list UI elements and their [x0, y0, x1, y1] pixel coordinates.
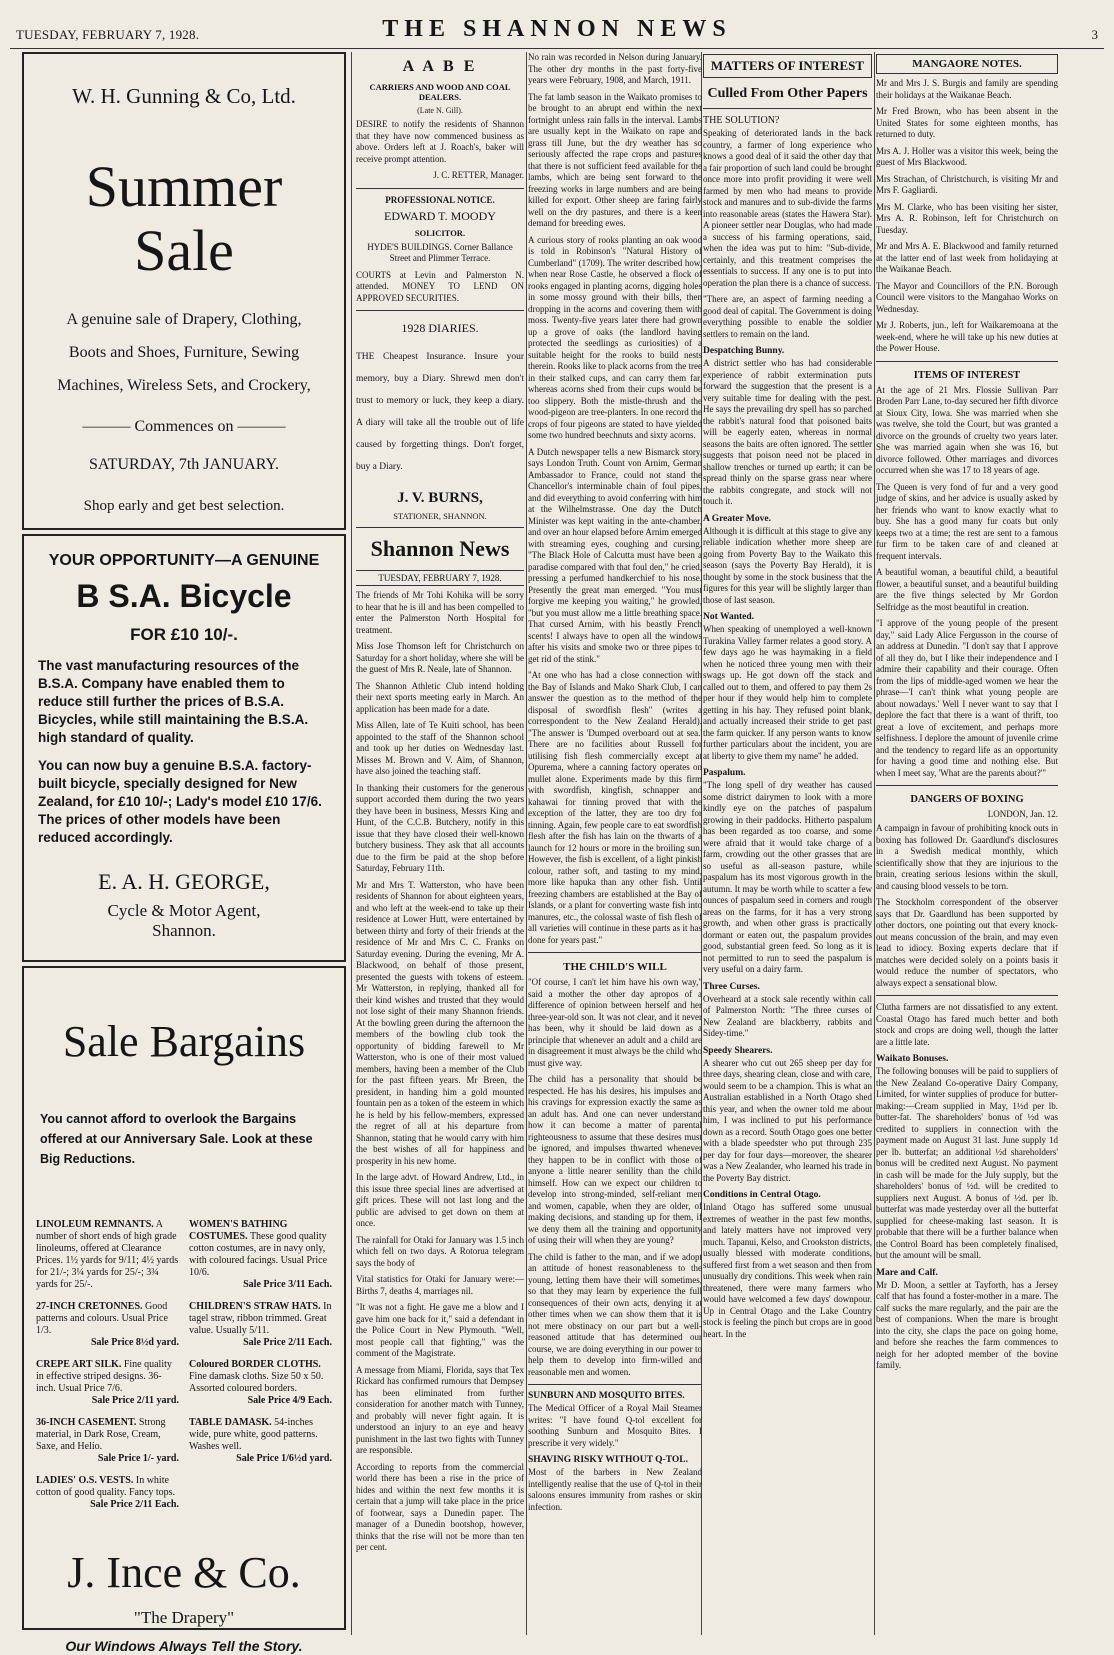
section-title: ITEMS OF INTEREST: [913, 369, 1021, 381]
section-rule: [703, 108, 872, 109]
note-paragraph: Mr J. Roberts, jun., left for Waikaremoana at the week-end, where he will take up his new duties at the Power House.: [876, 320, 1058, 353]
general-news-column: [528, 52, 702, 1635]
note-paragraph: Mr and Mrs J. S. Burgis and family are spending their holidays at the Waikanae Beach.: [876, 78, 1058, 100]
aabe-title: A A B E: [402, 58, 478, 75]
article-headline: THE CHILD'S WILL: [563, 961, 667, 973]
news-paragraph: Mr and Mrs T. Watterston, who have been residents of Shannon for about eighteen years, and who left at the week-end to take up their residence at Lower Hutt, were entertained by between thirty and forty of their friends at the residence of Mr and Mrs C. C. Franks on Saturday evening. During the evening, Mr A. Blackwood, on behalf of those present, presented the guests with tokens of esteem. Mr Watterston, in replying, thanked all for their kind wishes and trusted that they would not lose sight of their many Shannon friends. At the bowling green during the afternoon the members of the bowling club took the opportunity of bidding farewell to Mr Watterston, who is one of their most valued members, having been a member of the Club for the past fifteen years. Mr Breen, the president, in handing him a gold mounted fountain pen as a token of the esteem in which he is held by his fellow-members, expressed the regret of all at his departure from Shannon, stating that he would carry with him the best wishes of all for happiness and prosperity in his new home.: [356, 879, 524, 1166]
news-paragraph: The friends of Mr Tohi Kohika will be sorry to hear that he is ill and has been compelled to enter the Palmerston North Hospital for treatment.: [356, 590, 524, 635]
item-heading: Waikato Bonuses.: [876, 1054, 949, 1064]
section-rule: [528, 1384, 702, 1385]
note-paragraph: Mrs Strachan, of Christchurch, is visiting Mr and Mrs F. Gagliardi.: [876, 173, 1058, 195]
item-paragraph: Clutha farmers are not dissatisfied to any extent. Coastal Otago has fared much better and both stock and crops are doing well, though the latter are a little late.: [876, 1002, 1058, 1047]
item-paragraph: Mr D. Moon, a settler at Tayforth, has a Jersey calf that has found a foster-mother in a mare. The calf sucks the mare regularly, and the pair are the best of companions. When the mare is brought into the city, she claps the pace on going home, and before she reaches the farm commences to neigh for her adopted member of the bovine family.: [876, 1279, 1058, 1370]
item-heading: Mare and Calf.: [876, 1267, 938, 1278]
item-paragraph: "The long spell of dry weather has caused some district dairymen to look with a more kindly eye on the patches of paspalum growing in their paddocks. Hitherto paspalum has been regarded as too coarse, and some were afraid that it would take charge of a farm, crowding out the other grasses that are so useful as all-season pasture, while paspalum has its most vigorous growth in the autumn. It may be worth while to scatter a few ounces of paspalum seed in corners and rough areas on the farms, for it has a very strong growth, and when other grass is practically dormant or eaten out, the paspalum provides good, substantial green feed. So long as it is not permitted to run to seed the paspalum is very useful on a dairy farm.: [703, 780, 872, 974]
item-paragraph: A beautiful woman, a beautiful child, a beautiful flower, a beautiful sunset, and a beautiful building are the five things selected by Mr Gordon Selfridge as the most beautiful in creation.: [876, 567, 1058, 612]
news-paragraph: A curious story of rooks planting an oak wood is told in Robinson's "Natural History of Cumberland" (1709). The writer described how, when near Rose Castle, he observed a flock of rooks engaged in planting acorns, digging holes in some mossy ground with their bills, then dropping in the acorns and covering them with moss. Twenty-five years later there had grown up a grove of oaks (the landlord having protected the seedlings as curiosities) of a suitable height for the rooks to build nests therein. Rooks like to plack acorns from the tree in their stalked cups, and can carry them far, whereas acorns shed from their cups would be too slippery. Both the mistle-thrush and the wood-pigeon are tree-planters. In one record the crops of four pigeons are stated to have yielded some two hundred beechnuts and sixty acorns.: [528, 234, 702, 440]
bsa-bicycle-ad: [22, 534, 346, 962]
item-heading: Not Wanted.: [703, 612, 755, 622]
sale-item: Coloured BORDER CLOTHS. Fine damask cloths. Size 50 x 50. Assorted coloured borders. Sale Price 4/9 Each.: [189, 1359, 332, 1406]
aabe-subtitle: CARRIERS AND WOOD AND COAL DEALERS.: [369, 82, 511, 102]
article-paragraph: The child is father to the man, and if we adopt an attitude of honest reasonableness to the young, letting them have their will sometimes, so that they may learn by experience the full consequences of their own acts, denying it at other times when we can show them that it is not mere obstinacy on our part but a well-reasoned attitude that has determined our course, we are doing everything in our power to help them to develop into firm-willed and reasonable men and women.: [528, 1251, 702, 1377]
stationer-name: J. V. BURNS,: [397, 490, 483, 506]
aabe-signature: J. C. RETTER, Manager.: [433, 170, 524, 180]
item-paragraph: A shearer who cut out 265 sheep per day for three days, shearing clean, close and with care, would seem to be a champion. This is what an Australian established in a North Otago shed this year, and when the owner told me about him, I was inclined to put his performance down as a record. South Otago goes one better with a blade speedster who put through 235 per day for four days—moreover, the shearer was a New Zealander, who learned his trade in the Poverty Bay district.: [703, 1057, 872, 1183]
note-paragraph: Mr and Mrs A. E. Blackwood and family returned at the latter end of last week from holidaying at the Waikanae Beach.: [876, 241, 1058, 274]
news-paragraph: No rain was recorded in Nelson during January. The other dry months in the past forty-five years were February, 1908, and March, 1911.: [528, 52, 702, 85]
news-paragraph: The Shannon Athletic Club intend holding their next sports meeting early in March. An application has been made for a date.: [356, 680, 524, 714]
paper-date: TUESDAY, FEBRUARY 7, 1928.: [356, 570, 524, 586]
sale-item: 27-INCH CRETONNES. Good patterns and colours. Usual Price 1/3. Sale Price 8½d yard.: [36, 1301, 179, 1348]
solicitor-notice: COURTS at Levin and Palmerston N. attended. MONEY TO LEND ON APPROVED SECURITIES.: [356, 269, 524, 303]
sale-item: CHILDREN'S STRAW HATS. In tagel straw, ribbon trimmed. Great value. Usually 5/11. Sale Price 2/11 Each.: [189, 1301, 332, 1348]
item-heading: Paspalum.: [703, 768, 746, 778]
item-heading: Conditions in Central Otago.: [703, 1190, 821, 1200]
ad-heading: YOUR OPPORTUNITY—A GENUINE: [48, 552, 320, 569]
aabe-late: (Late N. Gill).: [417, 106, 463, 115]
stationer-label: STATIONER, SHANNON.: [393, 511, 487, 521]
section-rule: [356, 188, 524, 189]
ad-intro: You cannot afford to overlook the Bargains offered at our Anniversary Sale. Look at these Big Reductions.: [40, 1112, 313, 1166]
item-heading: Despatching Bunny.: [703, 346, 785, 356]
ad-agent: E. A. H. GEORGE,: [98, 869, 270, 894]
ad-agent-town: Shannon.: [152, 921, 216, 940]
item-paragraph: "I approve of the young people of the present day," said Lady Alice Fergusson in the course of an address at Dunedin. "I don't say that I approve of all they do, but I like their independence and I admire their capability and their courage. Often from the lips of middle-aged women we hear the phrase—'I can't think what young people are about nowadays.' Well I never want to say that I deplore the fact that there is a want of thrift, too great a love of excitement, and perhaps more selfishness. I deplore the amount of juvenile crime and the tendency to regard life as an opportunity for having a good time and nothing else. But when I meet say, 'What are the parents about?'": [876, 618, 1058, 778]
item-paragraph: Inland Otago has suffered some unusual extremes of weather in the past few months, and lately matters have not improved very much. Tapanui, Kelso, and Crookston districts, usually blessed with moderate conditions, suffered first from a wet season and then from unusually dry conditions. This week when rain threatened, there were many farmers who would have welcomed a few days' downpour. Up in Central Otago and the Lake Country stock is feeling the pinch but crops are in good heart. In the: [703, 1202, 872, 1339]
masthead-title: THE SHANNON NEWS: [382, 16, 732, 42]
section-subtitle: Culled From Other Papers: [707, 86, 868, 101]
item-paragraph: A district settler who has had considerable experience of rabbit extermination puts forward the suggestion that the present is a very suitable time for dealing with the pest. He says the prevailing dry spell has so parched the rabbit's natural food that poisoned baits will be eagerly eaten, whereas in normal seasons the baits are often ignored. The settler suggests that poison need not be placed in shallow trenches or turned up earth; it can be spread thinly on the sparse grass near where the rabbits congregate, and stock will not touch it.: [703, 358, 872, 506]
item-paragraph: "There are, an aspect of farming needing a good deal of capital. The Government is doing everything possible to enable the soldier settlers to remain on the land.: [703, 294, 872, 339]
news-paragraph: "It was not a fight. He gave me a blow and I gave him one back for it," said a defendant in the Police Court in New Plymouth. "Well, most people call that fighting," was the comment of the Magistrate.: [356, 1302, 524, 1358]
article-paragraph: The Medical Officer of a Royal Mail Steamer writes: "I have found Q-tol excellent for soothing Sunburn and Mosquito Bites. I prescribe it very widely.": [528, 1403, 702, 1448]
news-paragraph: The fat lamb season in the Waikato promises to be brought to an abrupt end within the next fortnight unless rain falls in the interval. Lambs are usually kept in the Waikato on rape and grass till June, but the dry weather has so seriously affected the rape crops and pastures that there is not sufficient feed available for the lambs, which are being sent forward to the freezing works in large numbers and are being killed for export. Other sheep are faring fairly well on the dry pastures, and there is a keen demand for breeding ewes.: [528, 91, 702, 228]
sale-item: TABLE DAMASK. 54-inches wide, pure white, good patterns. Washes well. Sale Price 1/6½d yard.: [189, 1417, 332, 1464]
sale-item: 36-INCH CASEMENT. Strong material, in Dark Rose, Cream, Saxe, and Helio. Sale Price 1/- yard.: [36, 1417, 179, 1464]
mangaore-notes-column: [876, 52, 1058, 1635]
diaries-title: 1928 DIARIES.: [401, 321, 479, 335]
solicitor-address: HYDE'S BUILDINGS. Corner Ballance Street and Plimmer Terrace.: [367, 241, 513, 263]
item-paragraph: Speaking of deteriorated lands in the back country, a farmer of long experience who knows a good deal of it said the other day that a fair proportion of such land could be brought once more into profit providing it were well farmed by men who had means to provide stock and manures and to sub-divide the farms into reasonable areas (states the Hawera Star). A pioneer settler near Douglas, who had made a success of his farming operations, said, when the idea was put to him: "Sub-divide, certainly, and this treatment comprises the essentials to success. If any one is to put into operation the plan there is a chance of success.: [703, 128, 872, 288]
item-paragraph: Overheard at a stock sale recently within call of Palmerston North: "The three curses of New Zealand are blackberry, rabbits and Sidey-time.": [703, 993, 872, 1038]
gunning-summer-sale-ad: [22, 52, 346, 530]
section-rule: [876, 361, 1058, 362]
item-paragraph: At the age of 21 Mrs. Flossie Sullivan Parr Broden Parr Lane, to-day secured her fifth divorce at Sioux City, Iowa. She was married when she was twelve, she told the Court, but was granted a divorce on the grounds of cruelty two years later. She was married again when she was 16, but divorce followed. Other marriages and divorces occurred when she was 17 to 18 years of age.: [876, 384, 1058, 475]
solicitor-name: EDWARD T. MOODY: [384, 208, 496, 223]
ad-commences: ——— Commences on ———: [82, 418, 286, 435]
item-heading: Speedy Shearers.: [703, 1045, 773, 1056]
matters-of-interest-column: [703, 52, 872, 1635]
dateline: LONDON, Jan. 12.: [987, 809, 1058, 819]
sale-item: CREPE ART SILK. Fine quality in effective striped designs. 36-inch. Usual Price 7/6. Sale Price 2/11 yard.: [36, 1359, 179, 1406]
ad-tagline: Shop early and get best selection.: [83, 498, 285, 514]
news-paragraph: Miss Jose Thomson left for Christchurch on Saturday for a short holiday, where she will be the guest of Mrs R. Neale, late of Shannon.: [356, 641, 524, 674]
ad-body: The vast manufacturing resources of the B.S.A. Company have enabled them to reduce still further the prices of B.S.A. Bicycles, while still maintaining the B.S.A. high standard of quality.: [38, 658, 309, 745]
ad-price: FOR £10 10/-.: [130, 625, 238, 644]
solicitor-label: SOLICITOR.: [414, 227, 466, 238]
item-paragraph: The following bonuses will be paid to suppliers of the New Zealand Co-operative Dairy Company, Limited, for winter supplies of produce for butter-making:—Cream supplied in May, 1½d per lb. butter-fat. The shareholders' bonus of ½d was credited to suppliers in connection with the payment made on August 31 last. June supply 1d per lb. butterfat; an additional ½d shareholders' bonus will be credited next August. No payment in cash will be made for the July supply, but the shareholders' bonus of ½d. will be credited to suppliers next August. A bonus of ½d. per lb. butterfat was made yesterday over all the butterfat supplied for cheese-making last season. It is probable that there will be a further balance when the Control Board has been completely finalised, but the amount will be small.: [876, 1066, 1058, 1260]
note-paragraph: Mrs A. J. Holler was a visitor this week, being the guest of Mrs Blackwood.: [876, 145, 1058, 167]
masthead-date: TUESDAY, FEBRUARY 7, 1928.: [16, 27, 200, 42]
news-paragraph: Miss Allen, late of Te Kuiti school, has been appointed to the staff of the Shannon school and took up her duties on Wednesday last. Misses M. Brown and V. Aim, of Shannon, have also joined the teaching staff.: [356, 720, 524, 776]
note-paragraph: Mr Fred Brown, who has been absent in the United States for some eighteen months, has returned to duty.: [876, 106, 1058, 139]
masthead-rule: [10, 48, 1104, 49]
section-title: DANGERS OF BOXING: [910, 794, 1024, 805]
ad-firm-name: J. Ince & Co.: [67, 1548, 301, 1597]
page-number: 3: [1091, 27, 1098, 42]
article-paragraph: The child has a personality that should be respected. He has his desires, his impulses and his cravings for expression exactly the same as an adult has. And one can never understand how it can become a matter of parental righteousness to assume that these desires must be ignored, and impulses thwarted whenever they happen to be in conflict with those of anyone a little nearer senility than the child himself. How can we expect our children to develop into strong-minded, self-reliant men and women, capable, when they are older, of making decisions, and standing up for them, if we deny them all the training and opportunity of using their will when they are young?: [528, 1074, 702, 1245]
sale-item: LADIES' O.S. VESTS. In white cotton of good quality. Fancy tops. Sale Price 2/11 Each.: [36, 1475, 179, 1510]
column-rule: [874, 52, 875, 1635]
section-rule: [876, 785, 1058, 786]
section-rule: [528, 952, 702, 953]
aabe-body: DESIRE to notify the residents of Shannon that they have now commenced business as above. Orders left at J. Roach's, baker will receive prompt attention.: [356, 119, 524, 164]
ad-firm-name: W. H. Gunning & Co, Ltd.: [72, 84, 296, 108]
item-paragraph: A campaign in favour of prohibiting knock outs in boxing has followed Dr. Gaardlund's disclosures in a Swedish medical monthly, which scientifically show that they are injurious to the brain, creating serious lesions within the skull, and causing blood vessels to be torn.: [876, 823, 1058, 891]
ad-date: SATURDAY, 7th JANUARY.: [89, 456, 279, 473]
news-paragraph: In thanking their customers for the generous support accorded them during the two years they have been in business, Messrs King and Hunt, of the C.C.B. Butchery, notify in this issue that they have closed their well-known butchery business. They ask that all accounts due to the firm be paid at the shop before Saturday, February 11th.: [356, 782, 524, 873]
ad-line: Boots and Shoes, Furniture, Sewing: [68, 344, 300, 361]
section-rule: [876, 995, 1058, 996]
section-rule: [356, 527, 524, 528]
diaries-body: THE Cheapest Insurance. Insure your memory, buy a Diary. Shrewd men don't trust to memory or luck, they keep a diary. A diary will take all the trouble out of life caused by forgetting things. Don't forget, buy a Diary.: [356, 352, 524, 472]
note-paragraph: Mrs M. Clarke, who has been visiting her sister, Mrs A. R. Robinson, left for Christchurch on Tuesday.: [876, 201, 1058, 235]
sale-items-right: [189, 1219, 332, 1521]
item-paragraph: Although it is difficult at this stage to give any reliable indication whether more sheep are going from Poverty Bay to the Waikato this season (says the Poverty Bay Herald), it is thought by some in the stock business that the figures for this year will be slightly larger than those of last season.: [703, 525, 872, 605]
ad-slogan: Our Windows Always Tell the Story.: [65, 1638, 303, 1654]
article-paragraph: "Of course, I can't let him have his own way," said a mother the other day apropos of a difference of opinion between herself and her three-year-old son. It was not clear, and it never has been, why it should be laid down as a principle that whenever an adult and a child are in disagreement it must always be the child who must give way.: [528, 977, 702, 1068]
section-title: MANGAORE NOTES.: [876, 54, 1058, 74]
news-paragraph: Vital statistics for Otaki for January were:—Births 7, deaths 4, marriages nil.: [356, 1274, 524, 1296]
item-heading: A Greater Move.: [703, 513, 771, 524]
item-heading: THE SOLUTION?: [703, 115, 780, 126]
news-paragraph: "At one who has had a close connection with the Bay of Islands and Mako Shark Club, I can answer the question as to the method of the disposal of swordfish flesh" (writes a correspondent to the New Zealand Herald). "The answer is 'Dumped overboard out at sea.' There are no facilities about Russell for utilising fish flesh commercially except at Opurema, where a canning factory operates on mullet alone. Experiments made by this firm with swordfish, kingfish, schnapper and kahawai for tinning proved that with the exception of the latter, they are too dry for tinning. Again, few people care to eat swordfish flesh after the fish has lain on the thwarts of a launch for 12 hours or more in the broiling sun. However, the fish is excellent, of a light pinkish colour, rather soft, and tasting to my mind, more like hapuka than any other fish. Until freezing chambers are established at the Bay of Islands, or a plant for converting waste fish into manures, etc., the colossal waste of fish flesh of all varieties will continue in these parts as it has done for years past.": [528, 670, 702, 945]
article-headline: SHAVING RISKY WITHOUT Q-TOL.: [528, 1455, 688, 1465]
sale-items-left: [36, 1219, 179, 1521]
paper-nameplate: Shannon News: [370, 536, 510, 561]
note-paragraph: The Mayor and Councillors of the P.N. Borough Council were visitors to the Mangahao Works on Wednesday.: [876, 280, 1058, 314]
sale-item: LINOLEUM REMNANTS. A number of short ends of high grade linoleums, offered at Clearance Prices. 1½ yards for 9/11; 4½ yards for 21/-; 3¼ yards for 25/-; 3¾ yards for 25/-.: [36, 1219, 179, 1290]
ad-tagline: "The Drapery": [133, 1608, 235, 1627]
article-headline: SUNBURN AND MOSQUITO BITES.: [528, 1391, 685, 1401]
local-news-column: [356, 52, 524, 1635]
column-rule: [351, 52, 352, 1635]
item-paragraph: The Stockholm correspondent of the observer says that Dr. Gaardlund has been supported by other doctors, one pointing out that every knock-out means concussion of the brain, and may even lead to idiocy. Boxing experts declare that if matches were decided solely on a points basis it would reduce the number of spectators, who always expect a sensational blow.: [876, 897, 1058, 988]
news-paragraph: A message from Miami, Florida, says that Tex Rickard has confirmed rumours that Dempsey has been eliminated from further consideration for another match with Tunney, and probably will never fight again. It is understood an injury to an eye and heavy punishment in the last two fights with Tunney are responsible.: [356, 1364, 524, 1455]
ad-headline: Summer: [85, 154, 283, 219]
ad-headline: B S.A. Bicycle: [76, 578, 292, 614]
ince-sale-bargains-ad: [22, 966, 346, 1654]
news-paragraph: The rainfall for Otaki for January was 1.5 inch which fell on two days. A Rotorua telegram says the body of: [356, 1234, 524, 1268]
ad-line: Machines, Wireless Sets, and Crockery,: [57, 377, 311, 394]
ad-body: You can now buy a genuine B.S.A. factory-built bicycle, specially designed for New Zealand, for £10 10/-; Lady's model £10 17/6. The prices of other models have been reduced accordingly.: [38, 758, 322, 845]
section-rule: [356, 310, 524, 311]
professional-notice: PROFESSIONAL NOTICE.: [385, 194, 495, 205]
sale-item: WOMEN'S BATHING COSTUMES. These good quality cotton costumes, are in navy only, with coloured facings. Usual Price 10/6. Sale Price 3/11 Each.: [189, 1219, 332, 1290]
news-paragraph: A Dutch newspaper tells a new Bismarck story, says London Truth. Count von Arnim, German Ambassador to France, could not stand the Chancellor's interminable chain of foul pipes, and did everything to avoid conferring with him at the Wilhelmstrasse. One day the Dutch Minister was kept waiting in the ante-chamber, and over an hour elapsed before Arnim emerged with streaming eyes, coughing and cursing. "The Black Hole of Calcutta must have been a paradise compared with that foul den," he cried, pressing a perfumed handkerchief to his nose. Presently the great man emerged. "You must forgive me keeping you waiting," he growled, "but you must allow me a little breathing space. That cursed Arnim, with his beastly French scents! I always have to open all the windows after his visits and smoke two or three pipes to get rid of the stink.": [528, 446, 702, 664]
item-paragraph: When speaking of unemployed a well-known Turakina Valley farmer relates a good story. A few days ago he was haymaking in a field when he noticed three young men with their swags up. He got down off the stack and called out to them, and offered to pay them 2s per hour if they would help him to complete getting in his hay. They refused point blank, and actually increased their stride to get past the farm quicker. If any person wants to know further particulars about the incident, you are at liberty to give them my name" he added.: [703, 624, 872, 761]
news-paragraph: According to reports from the commercial world there has been a rise in the price of hides and within the next few months it is certain that a jump will take place in the price of footwear, says a Dunedin paper. The manager of a Dunedin bootshop, however, thinks that the rise will not be more than ten per cent.: [356, 1461, 524, 1552]
ad-headline: Sale Bargains: [62, 1017, 306, 1066]
article-paragraph: Most of the barbers in New Zealand intelligently realise that the use of Q-tol in their saloons ensures immunity from rashes or skin infection.: [528, 1467, 702, 1512]
column-rule: [526, 52, 527, 1635]
item-paragraph: The Queen is very fond of fur and a very good judge of skins, and her advice is usually asked by her friends who want to know exactly what to buy. She has a good many fur coats but only keeps two at a time; the rest are sent to a famous fur firm to be taken care of and cleaned at frequent intervals.: [876, 481, 1058, 561]
item-heading: Three Curses.: [703, 981, 760, 992]
section-title: MATTERS OF INTEREST: [703, 54, 872, 78]
ad-headline: Sale: [134, 218, 234, 283]
news-paragraph: In the large advt. of Howard Andrew, Ltd., in this issue three special lines are advertised at gift prices. These will not last long and the public are advised to get down on them at once.: [356, 1172, 524, 1228]
ad-line: A genuine sale of Drapery, Clothing,: [66, 311, 302, 328]
ad-agent-role: Cycle & Motor Agent,: [107, 901, 261, 920]
advertisement-column: [22, 52, 346, 1654]
